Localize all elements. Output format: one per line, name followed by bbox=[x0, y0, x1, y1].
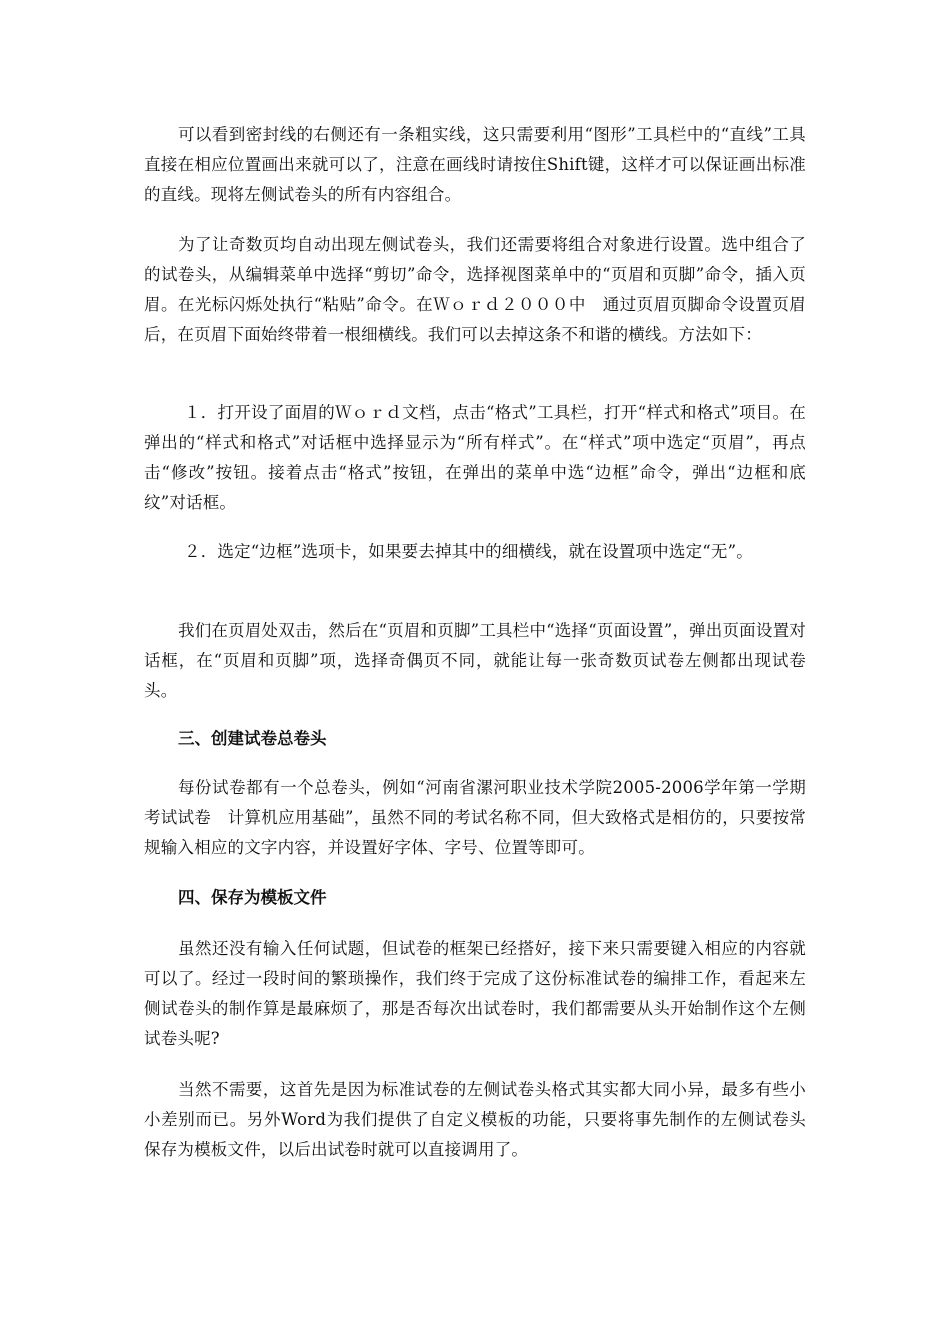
paragraph-custom-template: 当然不需要，这首先是因为标准试卷的左侧试卷头格式其实都大同小异，最多有些小小差别而已。另外Word为我们提供了自定义模板的功能，只要将事先制作的左侧试卷头保存为模板文件，以后出试卷时就可以直接调用了。 bbox=[144, 1080, 806, 1159]
paragraph-framework-done: 虽然还没有输入任何试题，但试卷的框架已经搭好，接下来只需要键入相应的内容就可以了。经过一段时间的繁琐操作，我们终于完成了这份标准试卷的编排工作，看起来左侧试卷头的制作算是最麻烦了，那是否每次出试卷时，我们都需要从头开始制作这个左侧试卷头呢? bbox=[144, 939, 806, 1048]
section-heading-create-header: 三、创建试卷总卷头 bbox=[178, 729, 327, 748]
paragraph-exam-title: 每份试卷都有一个总卷头，例如“河南省漯河职业技术学院2005-2006学年第一学期考试试卷 计算机应用基础”，虽然不同的考试名称不同，但大致格式是相仿的，只要按常规输入相应的文字内容，并设置好字体、字号、位置等即可。 bbox=[144, 778, 806, 857]
paragraph-page-setup: 我们在页眉处双击，然后在“页眉和页脚”工具栏中“选择“页面设置”，弹出页面设置对话框，在“页眉和页脚”项，选择奇偶页不同，就能让每一张奇数页试卷左侧都出现试卷头。 bbox=[144, 621, 806, 700]
list-item-step-2: ２．选定“边框”选项卡，如果要去掉其中的细横线，就在设置项中选定“无”。 bbox=[184, 542, 753, 561]
section-heading-save-template: 四、保存为模板文件 bbox=[178, 888, 327, 907]
paragraph-odd-page-header: 为了让奇数页均自动出现左侧试卷头，我们还需要将组合对象进行设置。选中组合了的试卷头，从编辑菜单中选择“剪切”命令，选择视图菜单中的“页眉和页脚”命令，插入页眉。在光标闪烁处执行“粘贴”命令。在Ｗｏｒｄ２０００中 通过页眉页脚命令设置页眉后，在页眉下面始终带着一根细横线。我们可以去掉这条不和谐的横线。方法如下： bbox=[144, 235, 806, 344]
paragraph-shift-line: 可以看到密封线的右侧还有一条粗实线，这只需要利用“图形”工具栏中的“直线”工具直接在相应位置画出来就可以了，注意在画线时请按住Shift键，这样才可以保证画出标准的直线。现将左侧试卷头的所有内容组合。 bbox=[144, 125, 806, 204]
list-item-step-1: １．打开设了面眉的Ｗｏｒｄ文档，点击“格式”工具栏，打开“样式和格式”项目。在弹出的“样式和格式”对话框中选择显示为“所有样式”。在“样式”项中选定“页眉”，再点击“修改”按钮。接着点击“格式”按钮，在弹出的菜单中选“边框”命令，弹出“边框和底纹”对话框。 bbox=[144, 403, 806, 512]
